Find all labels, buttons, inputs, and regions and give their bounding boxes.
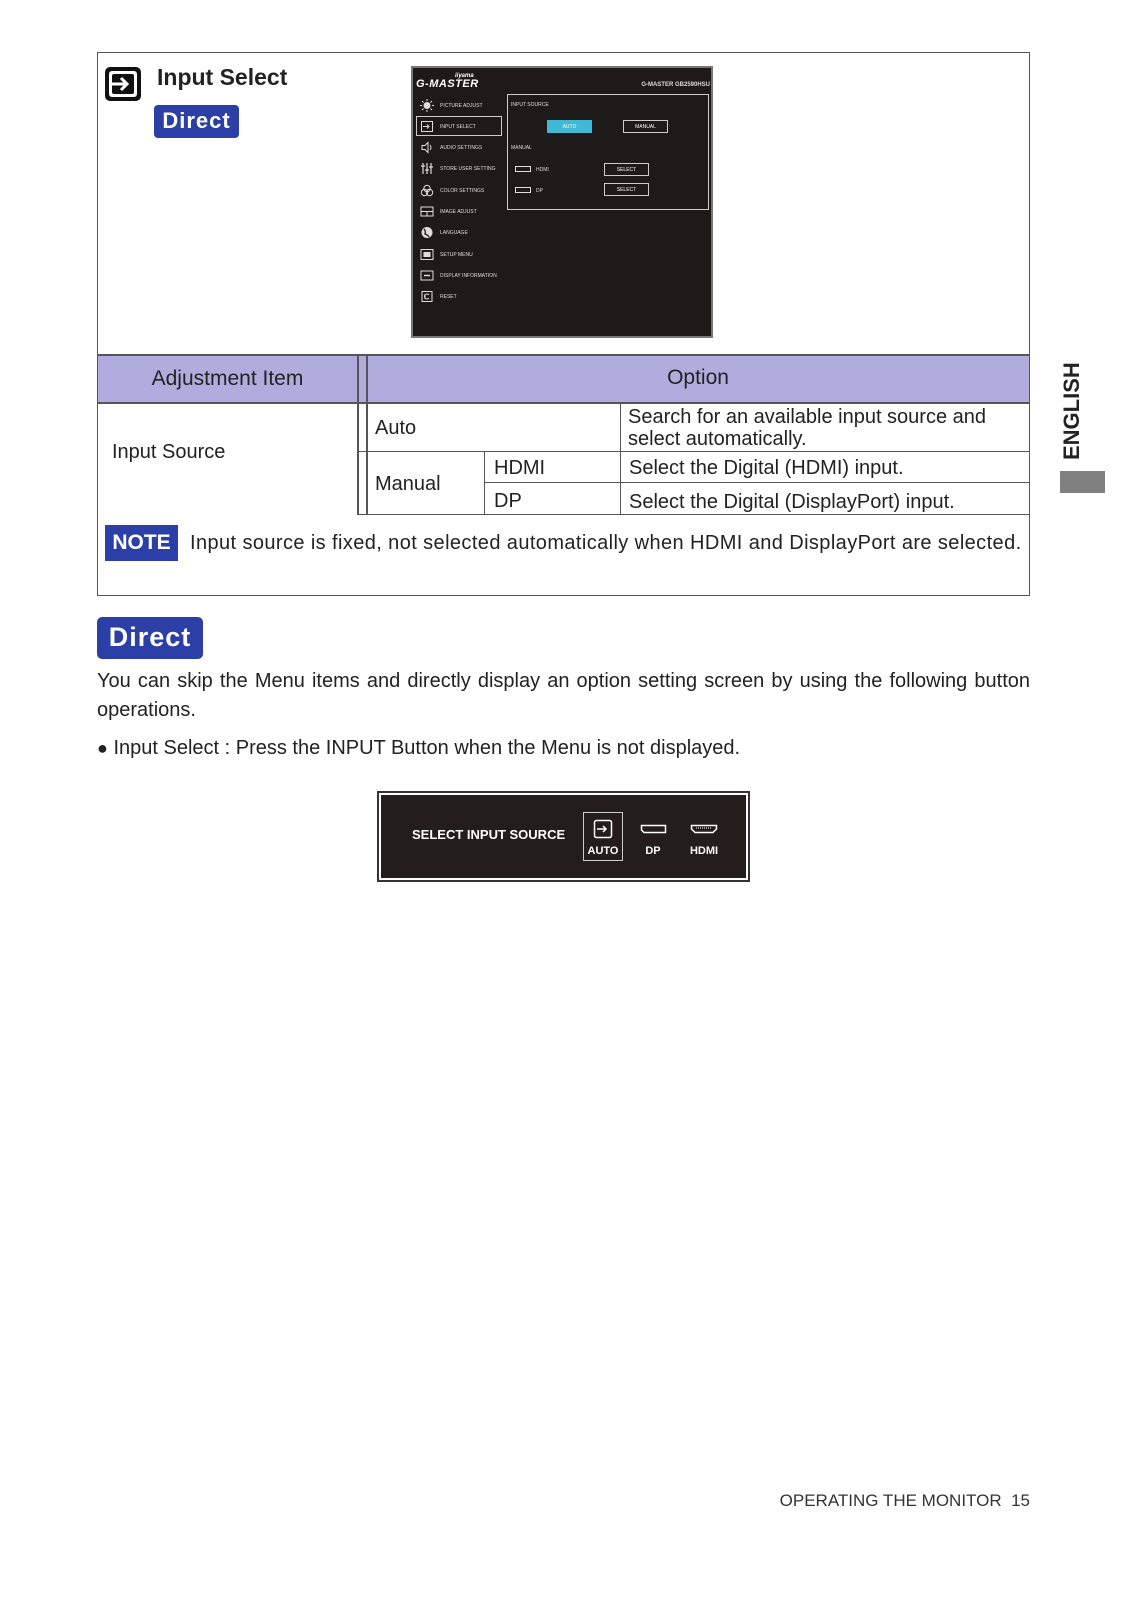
table-line	[620, 403, 621, 515]
section-title: Input Select	[157, 64, 288, 90]
osd-menu-item[interactable]	[418, 98, 504, 114]
osd-menu-item[interactable]	[418, 161, 504, 177]
speaker-icon	[420, 141, 434, 154]
table-line	[357, 355, 359, 515]
hdmi-port-icon[interactable]	[690, 824, 718, 834]
item-input-source: Input Source	[112, 441, 226, 463]
globe-icon	[420, 226, 434, 239]
osd-dp-select-button[interactable]: SELECT	[604, 183, 649, 196]
option-dp-desc: Select the Digital (DisplayPort) input.	[629, 491, 955, 513]
osd-menu-label: LANGUAGE	[440, 230, 468, 236]
dp-port-icon	[515, 187, 531, 193]
osd-hdmi-label: HDMI	[536, 167, 549, 173]
option-auto-desc-1: Search for an available input source and	[628, 406, 987, 428]
osd-menu-item[interactable]	[418, 247, 504, 263]
direct-description: You can skip the Menu items and directly display an option setting screen by using the following button operations.	[97, 670, 1030, 721]
language-tab-bar	[1060, 471, 1105, 493]
select-input-source-label: SELECT INPUT SOURCE	[412, 827, 566, 842]
table-line	[358, 514, 1029, 515]
osd-menu-item[interactable]	[418, 119, 504, 135]
footer-section: OPERATING THE MONITOR	[779, 1491, 1002, 1510]
osd-menu-label: AUDIO SETTINGS	[440, 145, 483, 151]
sliders-icon	[420, 162, 434, 175]
osd-logo: G-MASTER	[416, 78, 479, 90]
input-select-icon	[104, 66, 142, 102]
language-side-tab	[1048, 330, 1092, 470]
input-icon	[593, 819, 613, 839]
osd-menu-label: IMAGE ADJUST	[440, 209, 477, 215]
input-icon	[420, 120, 434, 133]
page-footer	[760, 1491, 1030, 1511]
osd-dp-label: DP	[536, 188, 543, 194]
osd-menu-item[interactable]	[418, 268, 504, 284]
option-hdmi: HDMI	[494, 457, 546, 479]
table-line	[98, 354, 1029, 356]
osd-brand: iiyama	[455, 73, 474, 79]
osd-auto-button[interactable]: AUTO	[547, 120, 592, 133]
direct-badge-small: Direct	[154, 105, 239, 138]
option-dp: DP	[494, 490, 522, 512]
osd-input-source-label: INPUT SOURCE	[511, 102, 549, 108]
osd-manual-label: MANUAL	[511, 145, 532, 151]
auto-label: AUTO	[587, 845, 619, 857]
table-line	[484, 452, 485, 515]
option-hdmi-desc: Select the Digital (HDMI) input.	[629, 457, 904, 479]
reset-icon	[420, 290, 434, 303]
osd-menu-item[interactable]	[418, 289, 504, 305]
header-option: Option	[667, 366, 729, 389]
table-line	[98, 402, 1029, 404]
note-badge: NOTE	[105, 525, 178, 561]
osd-menu-item[interactable]	[418, 140, 504, 156]
osd-menu-label: RESET	[440, 294, 457, 300]
option-manual: Manual	[375, 473, 441, 495]
brightness-icon	[420, 99, 434, 112]
hdmi-port-icon	[515, 166, 531, 172]
page-number: 15	[1011, 1491, 1030, 1510]
language-label: ENGLISH	[1059, 362, 1084, 460]
osd-menu-item[interactable]	[418, 204, 504, 220]
osd-menu-item[interactable]	[418, 225, 504, 241]
note-text: Input source is fixed, not selected automatically when HDMI and DisplayPort are selected.	[190, 532, 1022, 554]
dp-port-icon[interactable]	[640, 824, 667, 834]
color-circles-icon	[420, 184, 434, 197]
osd-manual-button[interactable]: MANUAL	[623, 120, 668, 133]
header-adjustment-item: Adjustment Item	[151, 367, 304, 390]
image-adjust-icon	[420, 205, 434, 218]
osd-menu-label: SETUP MENU	[440, 252, 473, 258]
table-line	[484, 482, 1029, 483]
osd-menu-label: STORE USER SETTING	[440, 166, 496, 172]
option-auto-desc-2: select automatically.	[628, 428, 807, 450]
hdmi-label: HDMI	[689, 845, 719, 857]
osd-menu-label: DISPLAY INFORMATION	[440, 273, 497, 279]
bullet-item	[97, 734, 740, 763]
osd-menu-label: COLOR SETTINGS	[440, 188, 485, 194]
osd-hdmi-select-button[interactable]: SELECT	[604, 163, 649, 176]
table-line	[358, 451, 1029, 452]
osd-menu-item[interactable]	[418, 183, 504, 199]
direct-badge: Direct	[97, 617, 203, 659]
option-auto: Auto	[375, 417, 417, 439]
dp-label: DP	[645, 845, 661, 857]
osd-model: G-MASTER GB2590HSU	[641, 82, 710, 88]
bullet-dot-icon: ●	[97, 738, 108, 758]
bullet-text: Input Select : Press the INPUT Button when the Menu is not displayed.	[113, 737, 741, 759]
osd-menu-label: PICTURE ADJUST	[440, 103, 483, 109]
setup-icon	[420, 248, 434, 261]
display-info-icon	[420, 269, 434, 282]
osd-menu-label: INPUT SELECT	[440, 124, 476, 130]
